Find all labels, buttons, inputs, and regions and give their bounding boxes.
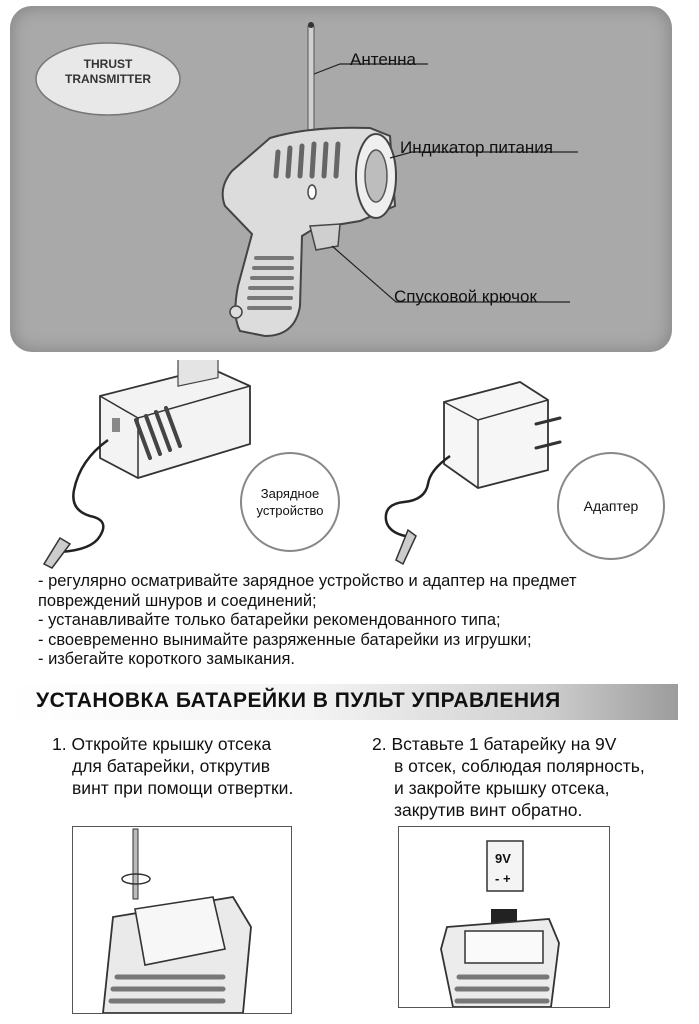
antenna-label: Антенна — [350, 50, 417, 69]
step-1-line: для батарейки, открутив — [72, 756, 271, 776]
section-title: УСТАНОВКА БАТАРЕЙКИ В ПУЛЬТ УПРАВЛЕНИЯ — [36, 689, 561, 712]
step-2-image — [398, 826, 610, 1008]
battery-voltage-label: 9V — [495, 851, 511, 866]
safety-bullet-list — [38, 572, 688, 670]
bullet-item: повреждений шнуров и соединений; — [38, 591, 317, 610]
bullet-item: - своевременно вынимайте разряженные батарейки из игрушки; — [38, 630, 532, 649]
adapter-label-circle — [557, 452, 665, 560]
open-compartment-illustration — [73, 827, 291, 1013]
section-heading-bar — [8, 684, 678, 720]
step-2-line: 2. Вставьте 1 батарейку на 9V — [372, 734, 617, 754]
transmitter-photo-panel — [10, 6, 672, 352]
transmitter-badge — [50, 57, 166, 87]
step-1-line: винт при помощи отвертки. — [72, 778, 294, 798]
charger-label-line-2: устройство — [256, 503, 324, 518]
step-1-text — [52, 733, 293, 799]
badge-line-1: THRUST — [83, 57, 133, 71]
charger-label-circle — [240, 452, 340, 552]
step-2-line: и закройте крышку отсека, — [394, 778, 610, 798]
badge-line-2: TRANSMITTER — [65, 72, 151, 86]
bullet-item: - устанавливайте только батарейки рекомендованного типа; — [38, 611, 501, 629]
adapter-label: Адаптер — [583, 497, 639, 514]
step-1-line: 1. Откройте крышку отсека — [52, 734, 272, 754]
bullet-item: - избегайте короткого замыкания. — [38, 650, 295, 668]
step-2-line: закрутив винт обратно. — [394, 800, 583, 820]
bullet-item: - регулярно осматривайте зарядное устройство и адаптер на предмет — [38, 572, 577, 590]
step-2-line: в отсек, соблюдая полярность, — [394, 756, 645, 776]
step-1-image — [72, 826, 292, 1014]
power-indicator-label: Индикатор питания — [400, 138, 553, 157]
trigger-label: Спусковой крючок — [394, 287, 537, 306]
charger-label-line-1: Зарядное — [260, 486, 320, 501]
battery-polarity-label: - + — [495, 871, 511, 886]
step-2-text — [372, 733, 645, 821]
